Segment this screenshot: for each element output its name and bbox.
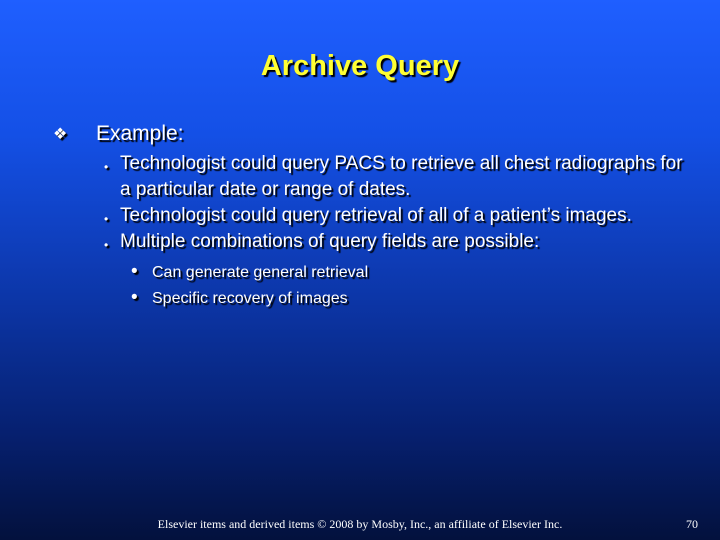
bullet-item-2: Technologist could query retrieval of all of a patient’s images. bbox=[120, 205, 632, 226]
sub-bullet-dot-icon: • bbox=[131, 287, 138, 308]
sub-bullet-dot-icon: • bbox=[131, 261, 138, 282]
sub-bullet-item-2: Specific recovery of images bbox=[152, 290, 348, 307]
bullet-item-3: Multiple combinations of query fields are possible: bbox=[120, 231, 540, 252]
heading-example: Example: bbox=[96, 122, 184, 145]
bullet-dot-icon: • bbox=[104, 212, 109, 226]
bullet-dot-icon: • bbox=[104, 238, 109, 252]
bullet-item-1: Technologist could query PACS to retrieve all chest radiographs for a particular date or range of dates. bbox=[120, 153, 683, 200]
bullet-dot-icon: • bbox=[104, 160, 109, 174]
page-number: 70 bbox=[686, 517, 698, 531]
sub-bullet-item-1: Can generate general retrieval bbox=[152, 264, 369, 281]
slide-title: Archive Query bbox=[260, 50, 460, 82]
copyright-footer: Elsevier items and derived items © 2008 by Mosby, Inc., an affiliate of Elsevier Inc. bbox=[157, 517, 563, 531]
ornament-bullet-icon: ❖ bbox=[53, 126, 68, 143]
